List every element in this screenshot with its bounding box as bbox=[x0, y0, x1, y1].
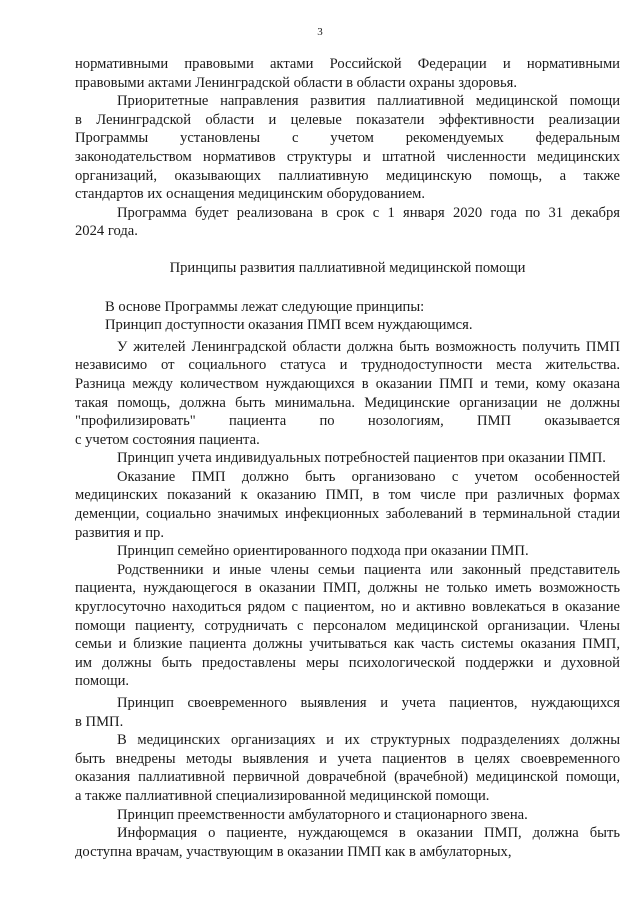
paragraph bbox=[75, 731, 620, 805]
text-line: правовыми актами Ленинградской области в области охраны здоровья. bbox=[75, 74, 518, 91]
text-line: Родственники и иные члены семьи пациента или законный представитель bbox=[117, 561, 620, 578]
paragraph bbox=[75, 824, 620, 861]
text-line: Принцип доступности оказания ПМП всем нуждающимся. bbox=[105, 317, 473, 334]
text-line: им должны быть предоставлены меры психологической поддержки и духовной bbox=[75, 654, 620, 671]
paragraph bbox=[75, 55, 620, 92]
paragraph bbox=[75, 468, 620, 542]
paragraph bbox=[75, 338, 620, 450]
text-line: стандартов их оснащения медицинским оборудованием. bbox=[75, 186, 426, 203]
text-line: Принцип семейно ориентированного подхода при оказании ПМП. bbox=[117, 543, 529, 560]
text-line: в ПМП. bbox=[75, 713, 124, 730]
text-line: Оказание ПМП должно быть организовано с учетом особенностей bbox=[117, 468, 620, 485]
text-line: доступна врачам, участвующим в оказании ПМП как в амбулаторных, bbox=[75, 843, 512, 860]
text-line: В основе Программы лежат следующие принципы: bbox=[105, 298, 425, 315]
text-line: деменции, социально значимых инфекционных заболеваний в терминальной стадии bbox=[75, 506, 620, 523]
paragraph bbox=[75, 298, 620, 317]
text-line: В медицинских организациях и их структурных подразделениях должны bbox=[117, 732, 620, 749]
text-line: законодательством нормативов структуры и штатной численности медицинских bbox=[75, 148, 620, 165]
text-line: Принцип учета индивидуальных потребностей пациентов при оказании ПМП. bbox=[117, 450, 606, 467]
text-line: медицинских показаний к оказанию ПМП, в том числе при различных формах bbox=[75, 487, 620, 504]
text-line: Принцип преемственности амбулаторного и стационарного звена. bbox=[117, 806, 528, 823]
paragraph bbox=[75, 449, 620, 468]
text-line: Программа будет реализована в срок с 1 января 2020 года по 31 декабря bbox=[117, 204, 620, 221]
paragraph bbox=[75, 694, 620, 731]
paragraph bbox=[75, 542, 620, 561]
text-line: семьи и близкие пациента должны учитываться как часть системы оказания ПМП, bbox=[75, 636, 620, 653]
text-line: Приоритетные направления развития паллиативной медицинской помощи bbox=[117, 93, 620, 110]
text-line: организаций, оказывающих паллиативную медицинскую помощь, а также bbox=[75, 167, 620, 184]
paragraph bbox=[75, 561, 620, 691]
text-line: помощи. bbox=[75, 673, 130, 690]
text-line: помощи пациенту, сотрудничать с персоналом медицинской организации. Члены bbox=[75, 617, 620, 634]
text-line: 2024 года. bbox=[75, 223, 138, 240]
text-line: развития и пр. bbox=[75, 524, 165, 541]
text-line: с учетом состояния пациента. bbox=[75, 431, 260, 448]
text-line: независимо от социального статуса и труднодоступности места жительства. bbox=[75, 357, 620, 374]
paragraph bbox=[75, 806, 620, 825]
paragraph bbox=[75, 316, 620, 335]
paragraph bbox=[75, 92, 620, 204]
text-line: оказания паллиативной первичной доврачебной (врачебной) медицинской помощи, bbox=[75, 769, 620, 786]
text-line: быть внедрены методы выявления и учета пациентов в целях своевременного bbox=[75, 750, 620, 767]
paragraph bbox=[75, 204, 620, 241]
text-line: Принцип своевременного выявления и учета пациентов, нуждающихся bbox=[117, 695, 620, 711]
document-body bbox=[75, 55, 620, 861]
text-line: нормативными правовыми актами Российской Федерации и нормативными bbox=[75, 56, 620, 72]
text-line: Информация о пациенте, нуждающемся в оказании ПМП, должна быть bbox=[117, 825, 620, 842]
text-line: в Ленинградской области и целевые показатели эффективности реализации bbox=[75, 111, 620, 128]
text-line: такая помощь, должна быть минимальна. Медицинские организации не должны bbox=[75, 394, 620, 411]
page-number: 3 bbox=[317, 26, 323, 38]
text-line: У жителей Ленинградской области должна быть возможность получить ПМП bbox=[117, 338, 620, 355]
text-line: Программы установлены с учетом рекомендуемых федеральным bbox=[75, 130, 620, 147]
section-heading: Принципы развития паллиативной медицинской помощи bbox=[169, 259, 526, 276]
text-line: Разница между количеством нуждающихся в оказании ПМП и теми, кому оказана bbox=[75, 375, 620, 392]
text-line: пациента, нуждающегося в оказании ПМП, должны не только иметь возможность bbox=[75, 580, 620, 597]
text-line: а также паллиативной специализированной медицинской помощи. bbox=[75, 787, 490, 804]
text-line: круглосуточно находиться рядом с пациентом, но и активно вовлекаться в оказание bbox=[75, 599, 620, 616]
text-line: "профилизировать" пациента по нозологиям, ПМП оказывается bbox=[75, 413, 620, 430]
